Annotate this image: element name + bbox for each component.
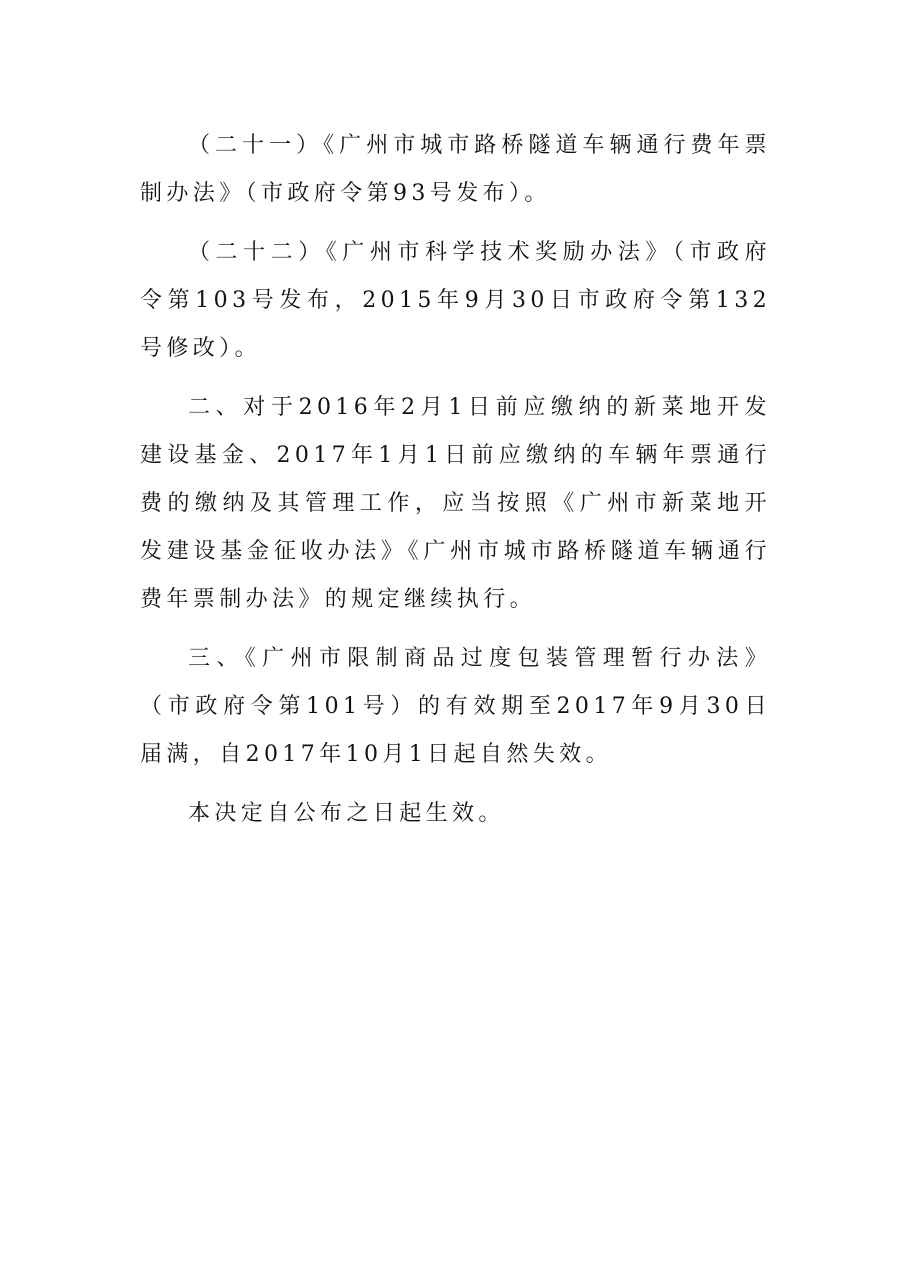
paragraph-item-21: （二十一）《广州市城市路桥隧道车辆通行费年票制办法》（市政府令第93号发布）。 [140, 133, 771, 206]
paragraph-section-3: 三、《广州市限制商品过度包装管理暂行办法》（市政府令第101号）的有效期至2017年9月30日届满，自2017年10月1日起自然失效。 [140, 646, 771, 767]
paragraph-effective-date: 本决定自公布之日起生效。 [188, 801, 505, 826]
paragraph-section-2: 二、对于2016年2月1日前应缴纳的新菜地开发建设基金、2017年1月1日前应缴纳的车辆年票通行费的缴纳及其管理工作，应当按照《广州市新菜地开发建设基金征收办法》《广州市城市路桥隧道车辆通行费年票制办法》的规定继续执行。 [140, 395, 771, 612]
document-body [140, 122, 771, 838]
paragraph-item-22: （二十二）《广州市科学技术奖励办法》（市政府令第103号发布，2015年9月30日市政府令第132号修改）。 [140, 240, 771, 361]
